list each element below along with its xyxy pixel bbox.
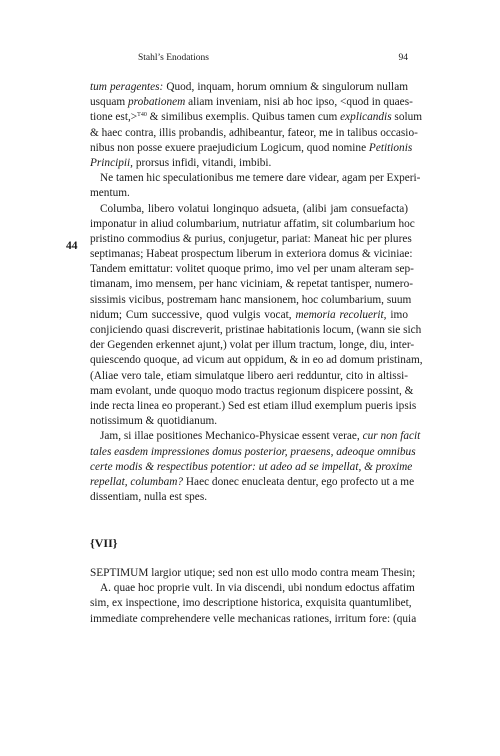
text-span: solum [391, 111, 423, 124]
text-span: aliam inveniam, nisi ab hoc ipso, <quod in quaes- [185, 96, 413, 109]
running-head-title: Stahl’s Enodations [138, 53, 209, 63]
text-italic: Petitionis [368, 141, 413, 154]
text-italic: tales easdem impressiones domus posterior, praesens, adeoque omnibus [90, 445, 416, 458]
text-line [90, 95, 413, 110]
text-line: septimanas; Habeat prospectum liberum in exteriora domus & viciniae: [90, 248, 413, 261]
text-line: der Gegenden erkennet ajunt,) volat per illum tractum, longe, diu, inter- [90, 339, 415, 352]
text-line: timanam, imo mensem, per hanc viciniam, & repetat tantisper, numero- [90, 278, 413, 291]
text-line: & haec contra, illis probandis, adhibeantur, fateor, me in talibus occasio- [90, 126, 418, 139]
text-span: tione est,> [90, 111, 138, 124]
text-line: immediate comprehendere velle mechanicas rationes, irritum fore: (quia [90, 612, 417, 625]
text-italic: explicandis [340, 111, 392, 124]
text-line [90, 308, 408, 323]
text-span: usquam [90, 96, 128, 109]
text-line: sim, ex inspectione, imo descriptione historica, exquisita quantumlibet, [90, 597, 412, 610]
text-line [90, 156, 408, 171]
text-line: imponatur in aliud columbarium, nutriatur affatim, sit columbarium hoc [90, 217, 415, 230]
text-italic: repellat, columbam? [90, 475, 184, 488]
page-number: 94 [398, 53, 408, 63]
text-line [90, 80, 408, 95]
text-line [90, 460, 413, 475]
text-span: prorsus infidi, vitandi, imbibi. [133, 156, 272, 169]
blank-line [90, 505, 408, 520]
text-italic: memoria recoluerit, [295, 308, 387, 321]
text-span: nidum; Cum successive, quod vulgis vocat, [90, 308, 296, 321]
text-line [90, 110, 423, 125]
text-line: mentum. [90, 187, 130, 200]
text-line: (Aliae vero tale, etiam simulatque libero aeri redduntur, cito in altissi- [90, 369, 408, 382]
text-line: SEPTIMUM largior utique; sed non est ullo modo contra meam Thesin; [90, 567, 416, 579]
text-italic: tum peragentes: [90, 81, 164, 93]
text-line: sissimis vicibus, postremam hanc mansionem, hoc columbarium, suum [90, 293, 412, 306]
text-line: mam evolant, unde quoquo modo tractus regionum dispicere possint, & [90, 384, 414, 397]
text-span: nibus non posse exuere praejudicium Logicum, quod nomine [90, 141, 369, 154]
text-line [90, 141, 413, 156]
running-head [90, 53, 408, 67]
text-line [90, 445, 416, 460]
section-heading: {VII} [90, 535, 118, 550]
text-line: conjiciendo quasi discreverit, pristinae habitationis locum, (wann sie sich [90, 324, 422, 336]
text-span: Haec donec enucleata dentur, ego profecto ut a me [183, 475, 415, 488]
text-italic: Principii, [90, 156, 133, 169]
text-italic: cur non facit [362, 430, 421, 443]
text-line [90, 429, 421, 444]
text-line: pristino commodius & purius, conjugetur, pariat: Maneat hic per plures [90, 232, 412, 245]
text-line: Columba, libero volatui longinquo adsueta, (alibi jam consuefacta) [100, 202, 408, 215]
text-line: quiescendo quoque, ad vicum aut oppidum, & in eo ad domum pristinam, [90, 354, 423, 367]
text-span: imo [386, 308, 408, 321]
text-italic: probationem [127, 96, 186, 109]
blank-line [90, 520, 408, 535]
text-line: notissimum & quotidianum. [90, 415, 218, 428]
blank-line [90, 551, 408, 566]
margin-number: 44 [66, 240, 78, 252]
text-line [90, 475, 415, 490]
text-line: Tandem emittatur: volitet quoque primo, imo vel per unam alteram sep- [90, 263, 414, 276]
text-line: A. quae hoc proprie vult. In via discendi, ubi nondum edoctus affatim [100, 582, 415, 595]
text-span: & similibus exemplis. Quibus tamen cum [146, 111, 341, 124]
text-span: Quod, inquam, horum omnium & singulorum nullam [163, 81, 408, 93]
text-italic: certe modis & respectibus potentior: ut adeo ad se impellat, & proxime [90, 460, 413, 473]
text-span: Jam, si illae positiones Mechanico-Physicae essent verae, [100, 430, 363, 443]
text-line: inde recta linea eo properant.) Sed est etiam illud exemplum pueris ipsis [90, 399, 417, 412]
footnote-marker: T40 [137, 112, 147, 119]
text-line: Ne tamen hic speculationibus me temere dare videar, agam per Experi- [100, 172, 421, 185]
body-text [90, 80, 423, 627]
text-line: dissentiam, nulla est spes. [90, 491, 208, 504]
